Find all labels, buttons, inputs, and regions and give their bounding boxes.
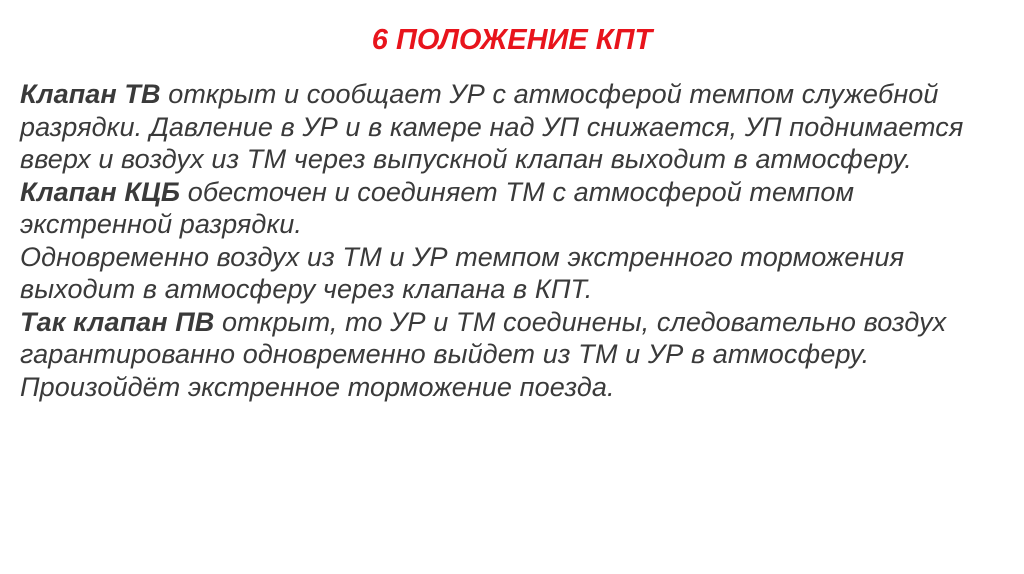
paragraph-emergency-braking [20,371,1010,404]
paragraph-text: открыт, то УР и ТМ соединены, следовательно воздух гарантированно одновременно выйдет из ТМ и УР в атмосферу. [20,306,947,369]
slide-title: 6 ПОЛОЖЕНИЕ КПТ [371,24,653,56]
paragraph-lead: Клапан ТВ [20,79,161,109]
paragraph-simultaneous-release [20,241,1010,306]
paragraph-text: обесточен и соединяет ТМ с атмосферой темпом экстренной разрядки. [20,176,855,239]
paragraph-valve-kcb [20,176,1010,241]
paragraph-text: Одновременно воздух из ТМ и УР темпом экстренного торможения выходит в атмосферу через клапана в КПТ. [20,241,905,304]
paragraph-text: открыт и сообщает УР с атмосферой темпом служебной разрядки. Давление в УР и в камере над УП снижается, УП поднимается вверх и воздух из ТМ через выпускной клапан выходит в атмосферу. [20,79,964,174]
paragraph-text: Произойдёт экстренное торможение поезда. [20,371,615,402]
slide-body [20,78,1010,403]
paragraph-lead: Клапан КЦБ [20,176,181,207]
paragraph-valve-pv [20,306,1010,371]
paragraph-valve-tv [20,78,1010,176]
paragraph-lead: Так клапан ПВ [20,306,215,337]
